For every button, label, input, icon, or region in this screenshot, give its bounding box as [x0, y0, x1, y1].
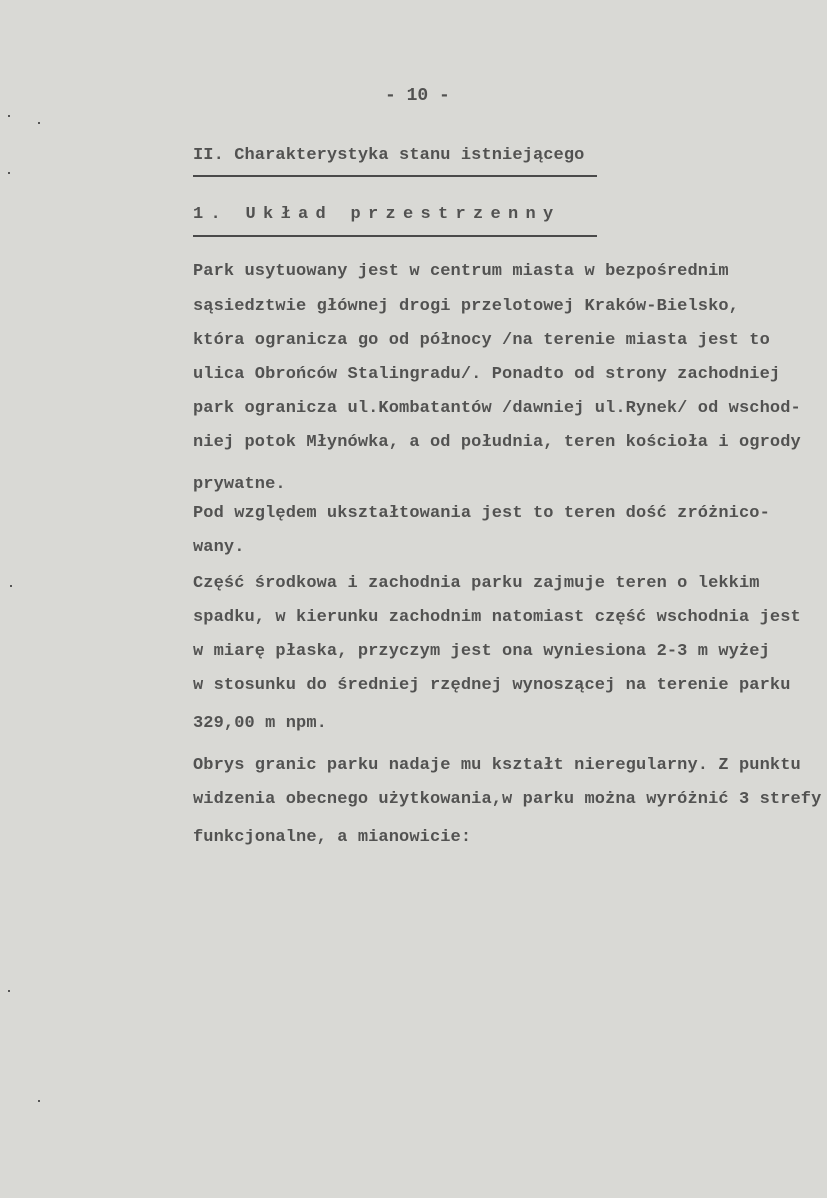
scan-speck [10, 585, 12, 587]
text-line: sąsiedztwie głównej drogi przelotowej Kraków-Bielsko, [193, 297, 739, 316]
scan-speck [8, 990, 10, 992]
scan-speck [8, 115, 10, 117]
scan-speck [8, 172, 10, 174]
section-heading: 1. Układ przestrzenny [193, 205, 561, 224]
text-line: park ogranicza ul.Kombatantów /dawniej ul.Rynek/ od wschod- [193, 399, 801, 418]
text-line: w miarę płaska, przyczym jest ona wyniesiona 2-3 m wyżej [193, 642, 770, 661]
text-line: widzenia obecnego użytkowania,w parku można wyróżnić 3 strefy [193, 790, 822, 809]
text-line: funkcjonalne, a mianowicie: [193, 828, 472, 847]
text-line: niej potok Młynówka, a od południa, teren kościoła i ogrody [193, 433, 801, 452]
text-line: ulica Obrońców Stalingradu/. Ponadto od strony zachodniej [193, 365, 781, 384]
scan-speck [38, 1100, 40, 1102]
chapter-heading: II. Charakterystyka stanu istniejącego [193, 146, 585, 165]
text-line: w stosunku do średniej rzędnej wynoszącej na terenie parku [193, 676, 791, 695]
chapter-heading-underline [193, 175, 597, 177]
page-number: - 10 - [385, 86, 450, 106]
text-line: Park usytuowany jest w centrum miasta w bezpośrednim [193, 262, 729, 281]
text-line: 329,00 m npm. [193, 714, 327, 733]
text-line: Pod względem ukształtowania jest to teren dość zróżnico- [193, 504, 770, 523]
section-heading-underline [193, 235, 597, 237]
text-line: Obrys granic parku nadaje mu kształt nieregularny. Z punktu [193, 756, 801, 775]
text-line: spadku, w kierunku zachodnim natomiast część wschodnia jest [193, 608, 801, 627]
text-line: która ogranicza go od północy /na terenie miasta jest to [193, 331, 770, 350]
scan-speck [38, 122, 40, 124]
text-line: prywatne. [193, 475, 286, 494]
text-line: Część środkowa i zachodnia parku zajmuje teren o lekkim [193, 574, 760, 593]
text-line: wany. [193, 538, 245, 557]
